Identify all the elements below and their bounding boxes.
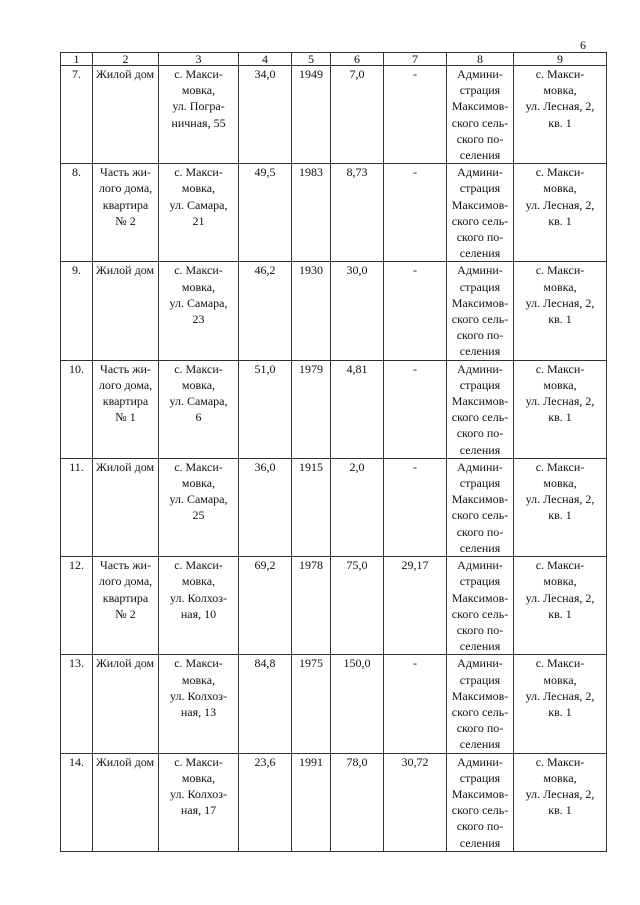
holder-name: Админи- страция Максимов- ского сель- ского по- селения: [451, 361, 509, 457]
holder-address: с. Макси- мовка, ул. Лесная, 2, кв. 1: [525, 361, 595, 425]
object-name-cell: [93, 655, 159, 753]
object-name-cell: [93, 262, 159, 360]
year-value: 1979: [299, 361, 323, 376]
object-name: Жилой дом: [96, 459, 155, 474]
year-value: 1983: [299, 165, 323, 180]
object-address: с. Макси- мовка, ул. Погра- ничная, 55: [171, 67, 226, 130]
holder-address-cell: [514, 66, 607, 164]
column-header: 2: [93, 53, 159, 66]
address-cell: [159, 360, 239, 458]
column-6-value: 75,0: [346, 558, 368, 573]
holder-cell: [447, 557, 514, 655]
year-cell: [292, 557, 331, 655]
table-row: [61, 262, 607, 360]
table-row: [61, 360, 607, 458]
holder-address: с. Макси- мовка, ул. Лесная, 2, кв. 1: [525, 558, 595, 621]
year-cell: [292, 262, 331, 360]
year-cell: [292, 360, 331, 458]
holder-name: Админи- страция Максимов- ского сель- ского по- селения: [451, 67, 509, 163]
holder-name: Админи- страция Максимов- ского сель- ского по- селения: [451, 459, 509, 555]
column-6-cell: [331, 655, 384, 753]
column-6-cell: [331, 557, 384, 655]
column-7-cell: [384, 655, 447, 753]
column-6-cell: [331, 458, 384, 556]
column-6-value: 8,73: [346, 165, 368, 180]
object-address: с. Макси- мовка, ул. Самара, 23: [169, 263, 228, 327]
area-cell: [239, 164, 292, 262]
row-number-cell: [61, 655, 93, 753]
area-value: 34,0: [254, 67, 276, 81]
row-number-cell: [61, 66, 93, 164]
column-6-value: 7,0: [349, 67, 365, 81]
object-name: Часть жи- лого дома, квартира № 1: [98, 361, 153, 425]
object-name-cell: [93, 360, 159, 458]
holder-cell: [447, 360, 514, 458]
holder-name: Админи- страция Максимов- ского сель- ского по- селения: [451, 558, 509, 654]
object-name: Часть жи- лого дома, квартира № 2: [98, 558, 153, 621]
column-6-cell: [331, 262, 384, 360]
holder-cell: [447, 262, 514, 360]
area-cell: [239, 655, 292, 753]
year-value: 1930: [299, 263, 323, 278]
holder-cell: [447, 753, 514, 851]
column-6-cell: [331, 360, 384, 458]
column-6-value: 150,0: [343, 656, 371, 671]
holder-address: с. Макси- мовка, ул. Лесная, 2, кв. 1: [525, 165, 595, 228]
column-7-value: -: [413, 459, 417, 474]
object-name-cell: [93, 458, 159, 556]
column-6-value: 78,0: [346, 754, 368, 769]
row-number: 7.: [72, 67, 81, 81]
column-7-value: -: [413, 67, 417, 81]
year-cell: [292, 655, 331, 753]
column-7-cell: [384, 164, 447, 262]
column-header: 6: [331, 53, 384, 66]
object-name: Часть жи- лого дома, квартира № 2: [98, 165, 153, 228]
row-number: 10.: [69, 361, 84, 376]
column-7-cell: [384, 458, 447, 556]
address-cell: [159, 66, 239, 164]
address-cell: [159, 262, 239, 360]
area-cell: [239, 458, 292, 556]
column-6-cell: [331, 164, 384, 262]
area-cell: [239, 557, 292, 655]
holder-cell: [447, 164, 514, 262]
column-number-row: [61, 53, 607, 66]
column-6-value: 2,0: [349, 459, 365, 474]
holder-address-cell: [514, 655, 607, 753]
address-cell: [159, 458, 239, 556]
object-address: с. Макси- мовка, ул. Самара, 6: [169, 361, 228, 425]
column-header: 3: [159, 53, 239, 66]
holder-address: с. Макси- мовка, ул. Лесная, 2, кв. 1: [525, 656, 595, 719]
column-6-cell: [331, 66, 384, 164]
holder-address: с. Макси- мовка, ул. Лесная, 2, кв. 1: [525, 67, 595, 130]
object-address: с. Макси- мовка, ул. Самара, 25: [169, 459, 228, 523]
column-header: 5: [292, 53, 331, 66]
row-number: 8.: [72, 165, 81, 180]
table-row: [61, 458, 607, 556]
address-cell: [159, 164, 239, 262]
column-7-cell: [384, 557, 447, 655]
year-value: 1975: [299, 656, 323, 671]
column-7-value: 29,17: [401, 558, 429, 573]
table-row: [61, 66, 607, 164]
address-cell: [159, 655, 239, 753]
column-7-value: 30,72: [401, 754, 429, 769]
column-7-value: -: [413, 165, 417, 180]
object-address: с. Макси- мовка, ул. Самара, 21: [169, 165, 228, 228]
year-value: 1915: [299, 459, 323, 474]
holder-name: Админи- страция Максимов- ского сель- ского по- селения: [451, 754, 509, 850]
row-number-cell: [61, 360, 93, 458]
object-address: с. Макси- мовка, ул. Колхоз- ная, 10: [170, 558, 227, 621]
column-7-cell: [384, 262, 447, 360]
table-row: [61, 655, 607, 753]
holder-address-cell: [514, 360, 607, 458]
column-7-cell: [384, 360, 447, 458]
holder-cell: [447, 66, 514, 164]
year-cell: [292, 753, 331, 851]
object-name-cell: [93, 557, 159, 655]
column-6-value: 4,81: [346, 361, 368, 376]
column-7-cell: [384, 66, 447, 164]
column-header: 1: [61, 53, 93, 66]
area-value: 69,2: [254, 558, 276, 573]
object-name-cell: [93, 66, 159, 164]
column-header: 8: [447, 53, 514, 66]
object-name-cell: [93, 753, 159, 851]
row-number: 12.: [69, 558, 84, 573]
holder-cell: [447, 655, 514, 753]
area-cell: [239, 753, 292, 851]
holder-cell: [447, 458, 514, 556]
year-cell: [292, 458, 331, 556]
column-7-value: -: [413, 263, 417, 278]
object-address: с. Макси- мовка, ул. Колхоз- ная, 13: [170, 656, 227, 719]
column-header: 9: [514, 53, 607, 66]
object-name: Жилой дом: [96, 656, 155, 671]
page-number: 6: [580, 38, 586, 52]
column-6-value: 30,0: [346, 263, 368, 278]
column-header: 4: [239, 53, 292, 66]
column-7-value: -: [413, 656, 417, 671]
area-cell: [239, 66, 292, 164]
table-row: [61, 164, 607, 262]
holder-address-cell: [514, 164, 607, 262]
holder-address: с. Макси- мовка, ул. Лесная, 2, кв. 1: [525, 459, 595, 523]
year-cell: [292, 164, 331, 262]
row-number: 14.: [69, 754, 84, 769]
area-value: 46,2: [254, 263, 276, 278]
holder-name: Админи- страция Максимов- ского сель- ского по- селения: [451, 263, 509, 359]
area-value: 49,5: [254, 165, 276, 180]
row-number: 11.: [69, 459, 84, 474]
row-number-cell: [61, 557, 93, 655]
column-7-cell: [384, 753, 447, 851]
row-number: 13.: [69, 656, 84, 671]
object-name: Жилой дом: [96, 263, 155, 278]
year-value: 1991: [299, 754, 323, 769]
row-number-cell: [61, 753, 93, 851]
object-address: с. Макси- мовка, ул. Колхоз- ная, 17: [170, 754, 227, 818]
row-number-cell: [61, 262, 93, 360]
area-cell: [239, 262, 292, 360]
holder-address-cell: [514, 458, 607, 556]
area-cell: [239, 360, 292, 458]
table-row: [61, 753, 607, 851]
year-value: 1949: [299, 67, 323, 81]
column-6-cell: [331, 753, 384, 851]
row-number-cell: [61, 164, 93, 262]
year-value: 1978: [299, 558, 323, 573]
object-name: Жилой дом: [96, 754, 155, 769]
holder-address-cell: [514, 262, 607, 360]
address-cell: [159, 557, 239, 655]
area-value: 51,0: [254, 361, 276, 376]
holder-name: Админи- страция Максимов- ского сель- ского по- селения: [451, 656, 509, 752]
table-row: [61, 557, 607, 655]
address-cell: [159, 753, 239, 851]
column-header: 7: [384, 53, 447, 66]
area-value: 23,6: [254, 754, 276, 769]
holder-address-cell: [514, 753, 607, 851]
year-cell: [292, 66, 331, 164]
object-name-cell: [93, 164, 159, 262]
row-number-cell: [61, 458, 93, 556]
property-registry-table: [60, 52, 607, 852]
holder-address-cell: [514, 557, 607, 655]
object-name: Жилой дом: [96, 67, 155, 81]
column-7-value: -: [413, 361, 417, 376]
holder-address: с. Макси- мовка, ул. Лесная, 2, кв. 1: [525, 263, 595, 327]
holder-name: Админи- страция Максимов- ского сель- ского по- селения: [451, 165, 509, 261]
row-number: 9.: [72, 263, 81, 278]
area-value: 36,0: [254, 459, 276, 474]
area-value: 84,8: [254, 656, 276, 671]
holder-address: с. Макси- мовка, ул. Лесная, 2, кв. 1: [525, 754, 595, 818]
